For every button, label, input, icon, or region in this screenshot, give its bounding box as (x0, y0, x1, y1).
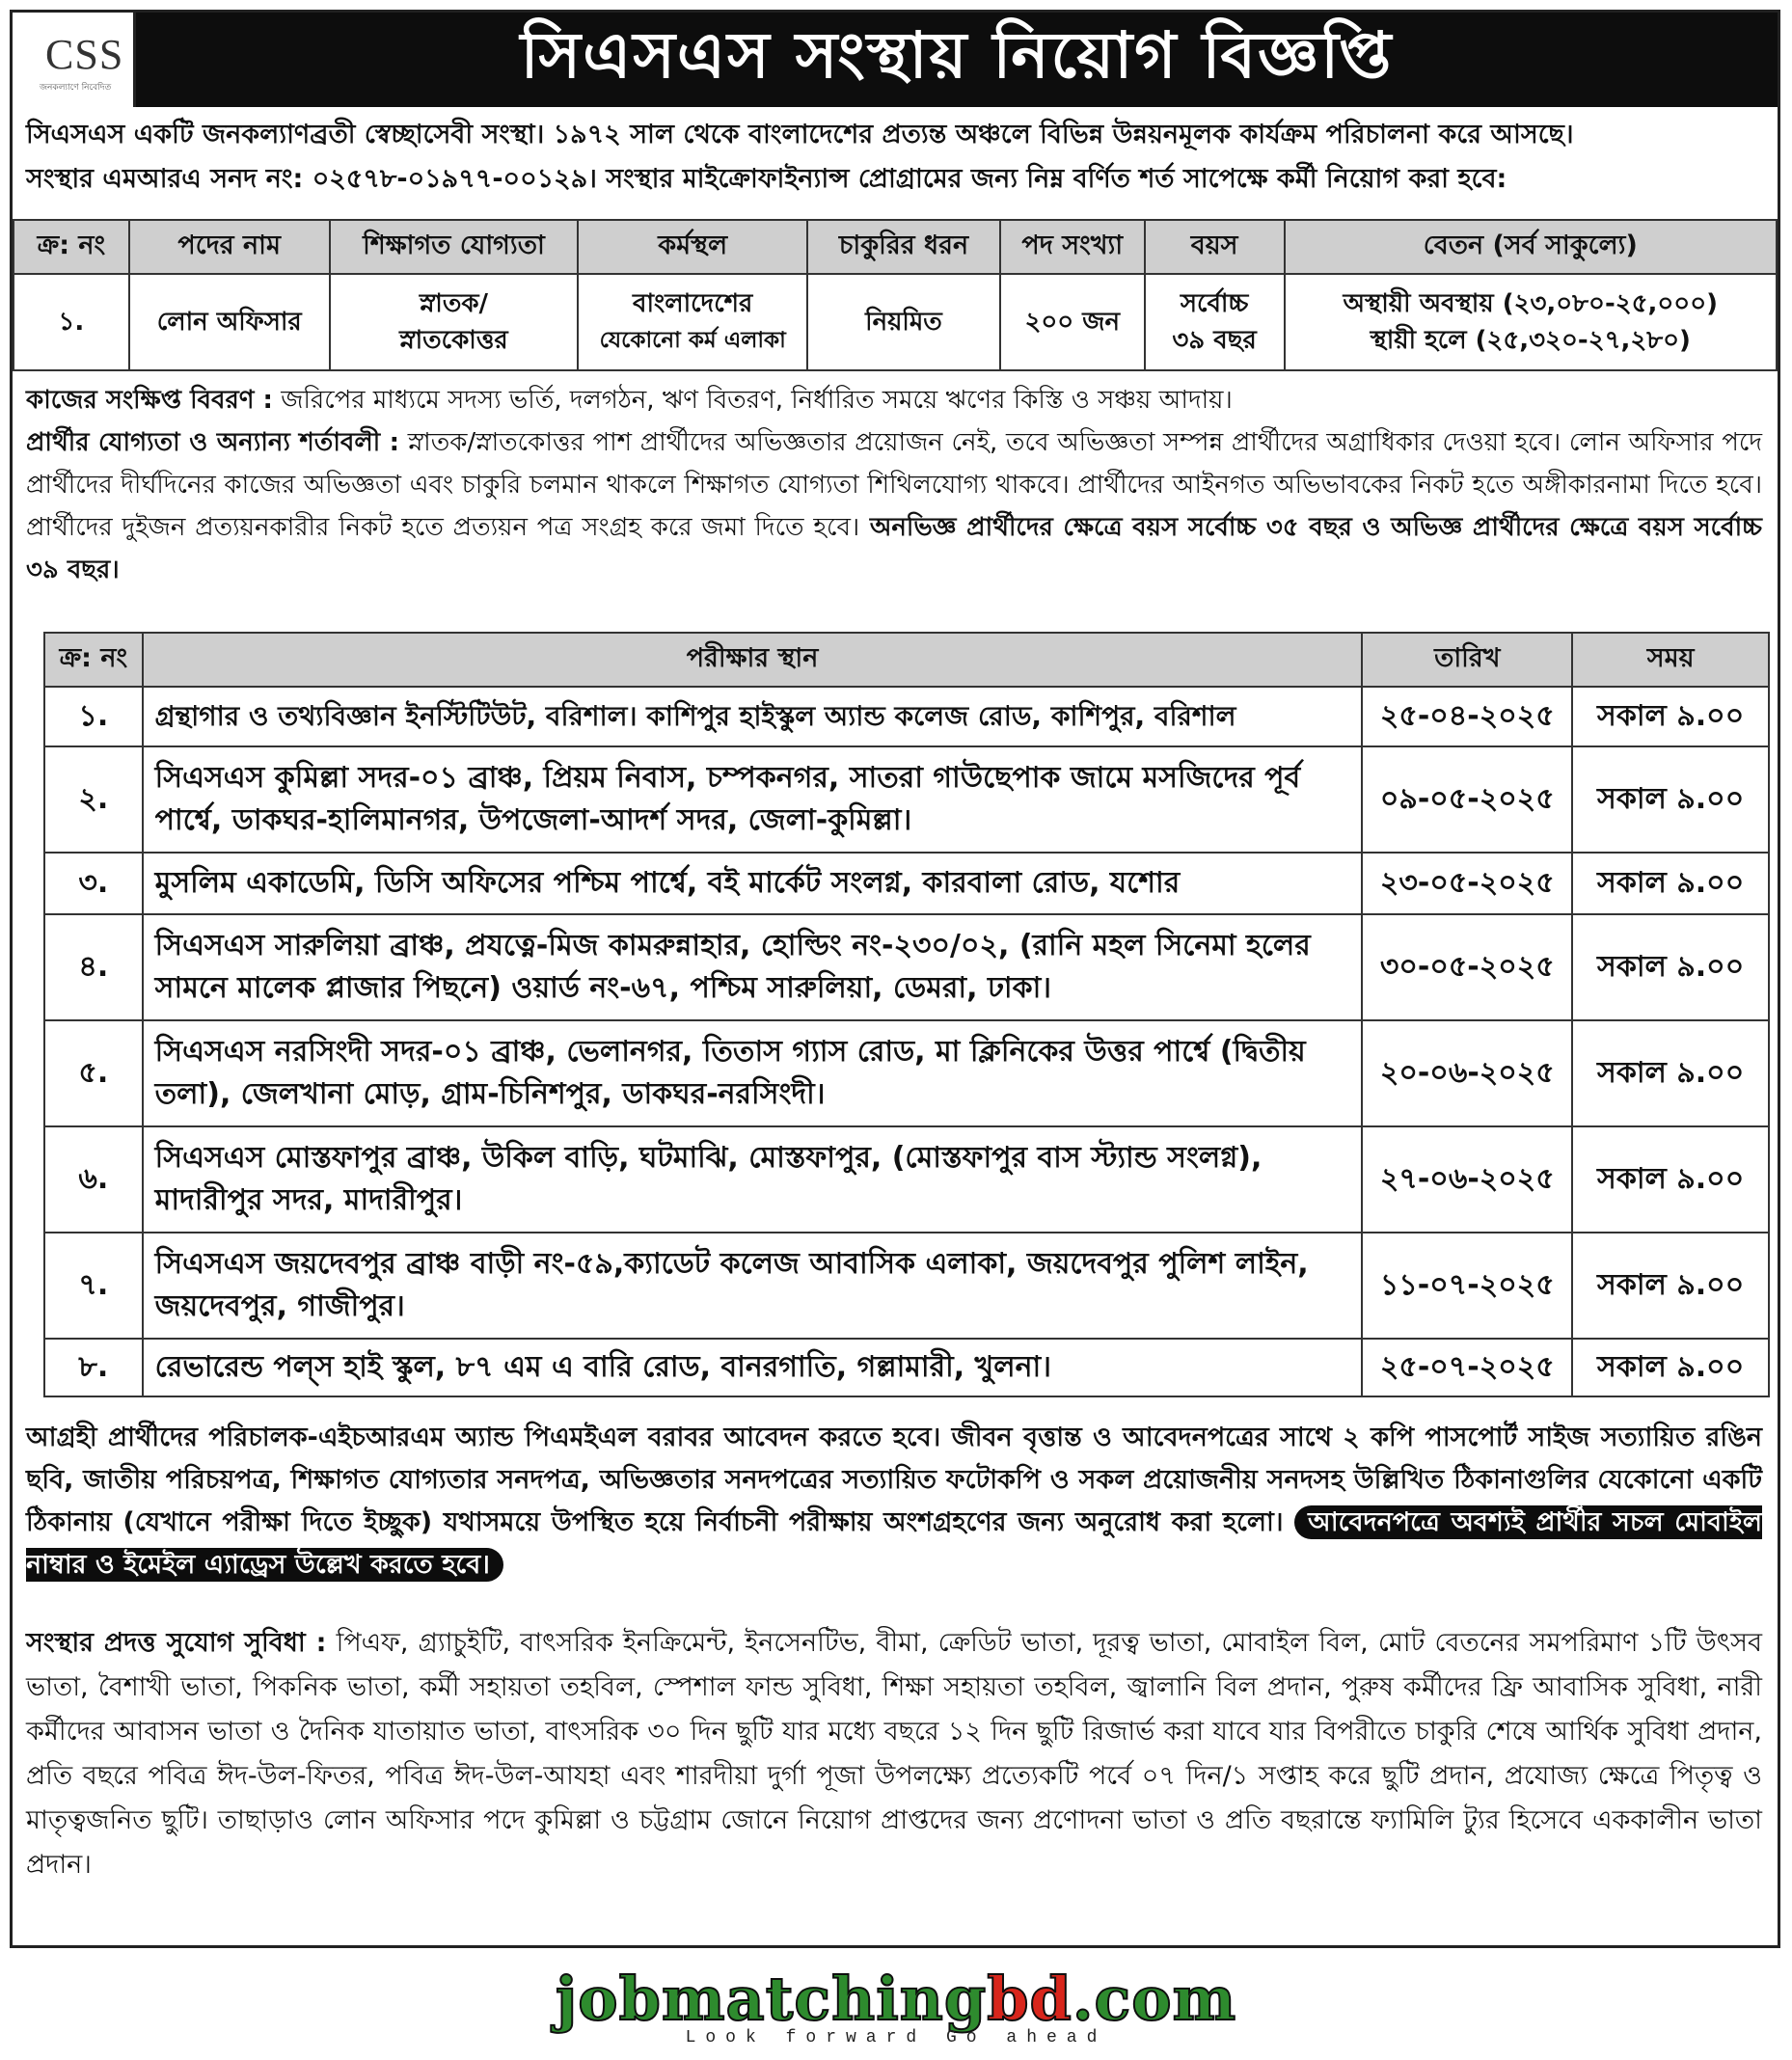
exam-sl: ৭. (44, 1233, 143, 1339)
exam-sl: ১. (44, 687, 143, 746)
exam-date: ০৯-০৫-২০২৫ (1362, 746, 1572, 853)
exam-date: ২০-০৬-২০২৫ (1362, 1020, 1572, 1126)
table-row (44, 853, 1769, 914)
job-circular (10, 10, 1780, 1948)
exam-table (43, 632, 1770, 1397)
exam-sl: ৮. (44, 1339, 143, 1396)
edu-line-2: স্নাতকোত্তর (399, 326, 508, 355)
logo-text: CSS (45, 31, 124, 78)
col-salary: বেতন (সর্ব সাকুল্যে) (1285, 220, 1777, 274)
application-instructions (26, 1417, 1762, 1586)
cell-location (578, 274, 807, 370)
table-row (44, 1126, 1769, 1233)
exam-place: মুসলিম একাডেমি, ডিসি অফিসের পশ্চিম পার্শ্বে, বই মার্কেট সংলগ্ন, কারবালা রোড, যশোর (143, 853, 1363, 914)
salary-line-1: অস্থায়ী অবস্থায় (২৩,০৮০-২৫,০০০) (1343, 289, 1718, 318)
table-row (44, 1020, 1769, 1126)
header (13, 13, 1778, 107)
col-job-type: চাকুরির ধরন (807, 220, 1000, 274)
cell-count: ২০০ জন (1000, 274, 1145, 370)
table-row (44, 1233, 1769, 1339)
work-summary-label: কাজের সংক্ষিপ্ত বিবরণ : (26, 386, 273, 415)
table-row (44, 1339, 1769, 1396)
watermark-part-3: .com (1072, 1964, 1237, 2034)
table-row (14, 274, 1777, 370)
exam-place: গ্রন্থাগার ও তথ্যবিজ্ঞান ইনস্টিটিউট, বরিশাল। কাশিপুর হাইস্কুল অ্যান্ড কলেজ রোড, কাশিপুর, বরিশাল (143, 687, 1363, 746)
exam-place: সিএসএস সারুলিয়া ব্রাঞ্চ, প্রযত্নে-মিজ কামরুন্নাহার, হোল্ডিং নং-২৩০/০২, (রানি মহল সিনেমা হলের সামনে মালেক প্লাজার পিছনে) ওয়ার্ড নং-৬৭, পশ্চিম সারুলিয়া, ডেমরা, ঢাকা। (143, 914, 1363, 1020)
exam-place: সিএসএস কুমিল্লা সদর-০১ ব্রাঞ্চ, প্রিয়ম নিবাস, চম্পকনগর, সাতরা গাউছেপাক জামে মসজিদের পূর্ব পার্শ্বে, ডাকঘর-হালিমানগর, উপজেলা-আদর্শ সদর, জেলা-কুমিল্লা। (143, 746, 1363, 853)
benefits-text: পিএফ, গ্র্যাচুইটি, বাৎসরিক ইনক্রিমেন্ট, ইনসেনটিভ, বীমা, ক্রেডিট ভাতা, দূরত্ব ভাতা, মোবাইল বিল, মোট বেতনের সমপরিমাণ ১টি উৎসব ভাতা, বৈশাখী ভাতা, পিকনিক ভাতা, কর্মী সহায়তা তহবিল, স্পেশাল ফান্ড সুবিধা, শিক্ষা সহায়তা তহবিল, জ্বালানি বিল প্রদান, পুরুষ কর্মীদের ফ্রি আবাসিক সুবিধা, নারী কর্মীদের আবাসন ভাতা ও দৈনিক যাতায়াত ভাতা, বাৎসরিক ৩০ দিন ছুটি যার মধ্যে বছরে ১২ দিন ছুটি রিজার্ভ করা যাবে যার বিপরীতে চাকুরি শেষে আর্থিক সুবিধা প্রদান, প্রতি বছরে পবিত্র ঈদ-উল-ফিতর, পবিত্র ঈদ-উল-আযহা এবং শারদীয়া দুর্গা পূজা উপলক্ষ্যে প্রত্যেকটি পর্বে ০৭ দিন/১ সপ্তাহ করে ছুটি প্রদান, প্রযোজ্য ক্ষেত্রে পিতৃত্ব ও মাতৃত্বজনিত ছুটি। তাছাড়াও লোন অফিসার পদে কুমিল্লা ও চট্টগ্রাম জোনে নিয়োগ প্রাপ্তদের জন্য প্রণোদনা ভাতা ও প্রতি বছরান্তে ফ্যামিলি ট্যুর হিসেবে এককালীন ভাতা প্রদান। (26, 1628, 1762, 1880)
age-line-2: ৩৯ বছর (1172, 326, 1257, 355)
exam-date: ২৫-০৭-২০২৫ (1362, 1339, 1572, 1396)
exam-time: সকাল ৯.০০ (1572, 687, 1769, 746)
exam-date: ১১-০৭-২০২৫ (1362, 1233, 1572, 1339)
intro-text (26, 113, 1762, 202)
exam-col-time: সময় (1572, 633, 1769, 687)
exam-place: রেভারেন্ড পল্স হাই স্কুল, ৮৭ এম এ বারি রোড, বানরগাতি, গল্লামারী, খুলনা। (143, 1339, 1363, 1396)
table-row (44, 746, 1769, 853)
cell-sl: ১. (14, 274, 129, 370)
col-age: বয়স (1145, 220, 1285, 274)
exam-sl: ৫. (44, 1020, 143, 1126)
exam-place: সিএসএস মোস্তফাপুর ব্রাঞ্চ, উকিল বাড়ি, ঘটমাঝি, মোস্তফাপুর, (মোস্তফাপুর বাস স্ট্যান্ড সংলগ্ন), মাদারীপুর সদর, মাদারীপুর। (143, 1126, 1363, 1233)
exam-col-place: পরীক্ষার স্থান (143, 633, 1363, 687)
loc-line-1: বাংলাদেশের (633, 289, 753, 318)
cell-age (1145, 274, 1285, 370)
watermark-part-2: bd (987, 1964, 1072, 2034)
col-education: শিক্ষাগত যোগ্যতা (330, 220, 579, 274)
cell-post: লোন অফিসার (129, 274, 330, 370)
requirements-label: প্রার্থীর যোগ্যতা ও অন্যান্য শর্তাবলী : (26, 428, 400, 457)
watermark-tagline: Look forward Go ahead (685, 2028, 1107, 2047)
col-count: পদ সংখ্যা (1000, 220, 1145, 274)
table-row (44, 687, 1769, 746)
exam-date: ২৩-০৫-২০২৫ (1362, 853, 1572, 914)
col-location: কর্মস্থল (578, 220, 807, 274)
exam-place: সিএসএস জয়দেবপুর ব্রাঞ্চ বাড়ী নং-৫৯,ক্যাডেট কলেজ আবাসিক এলাকা, জয়দেবপুর পুলিশ লাইন, জয়দেবপুর, গাজীপুর। (143, 1233, 1363, 1339)
watermark (0, 1964, 1792, 2047)
exam-sl: ৪. (44, 914, 143, 1020)
page-title: সিএসএস সংস্থায় নিয়োগ বিজ্ঞপ্তি (136, 13, 1778, 107)
requirements-text: স্নাতক/স্নাতকোত্তর পাশ প্রার্থীদের অভিজ্ঞতার প্রয়োজন নেই, তবে অভিজ্ঞতা সম্পন্ন প্রার্থীদের অগ্রাধিকার দেওয়া হবে। লোন অফিসার পদে প্রার্থীদের দীর্ঘদিনের কাজের অভিজ্ঞতা এবং চাকুরি চলমান থাকলে শিক্ষাগত যোগ্যতা শিথিলযোগ্য থাকবে। প্রার্থীদের আইনগত অভিভাবকের নিকট হতে অঙ্গীকারনামা দিতে হবে। প্রার্থীদের দুইজন প্রত্যয়নকারীর নিকট হতে প্রত্যয়ন পত্র সংগ্রহ করে জমা দিতে হবে। (26, 428, 1762, 542)
loc-line-2: যেকোনো কর্ম এলাকা (599, 328, 786, 353)
logo (13, 13, 136, 107)
exam-time: সকাল ৯.০০ (1572, 1126, 1769, 1233)
watermark-logo (0, 1964, 1792, 2034)
intro-line-1: সিএসএস একটি জনকল্যাণব্রতী স্বেচ্ছাসেবী সংস্থা। ১৯৭২ সাল থেকে বাংলাদেশের প্রত্যন্ত অঞ্চলে বিভিন্ন উন্নয়নমূলক কার্যক্রম পরিচালনা করে আসছে। (26, 120, 1574, 149)
col-post: পদের নাম (129, 220, 330, 274)
application-text: আগ্রহী প্রার্থীদের পরিচালক-এইচআরএম অ্যান্ড পিএমইএল বরাবর আবেদন করতে হবে। জীবন বৃত্তান্ত ও আবেদনপত্রের সাথে ২ কপি পাসপোর্ট সাইজ সত্যায়িত রঙিন ছবি, জাতীয় পরিচয়পত্র, শিক্ষাগত যোগ্যতার সনদপত্র, অভিজ্ঞতার সনদপত্রের সত্যায়িত ফটোকপি ও সকল প্রয়োজনীয় সনদসহ উল্লিখিত ঠিকানাগুলির যেকোনো একটি ঠিকানায় (যেখানে পরীক্ষা দিতে ইচ্ছুক) যথাসময়ে উপস্থিত হয়ে নির্বাচনী পরীক্ষায় অংশগ্রহণের জন্য অনুরোধ করা হলো। (26, 1423, 1762, 1537)
exam-time: সকাল ৯.০০ (1572, 853, 1769, 914)
exam-col-sl: ক্র: নং (44, 633, 143, 687)
exam-time: সকাল ৯.০০ (1572, 1339, 1769, 1396)
logo-subtitle: জনকল্যাণে নিবেদিত (40, 83, 112, 93)
exam-time: সকাল ৯.০০ (1572, 1020, 1769, 1126)
exam-time: সকাল ৯.০০ (1572, 1233, 1769, 1339)
exam-date: ২৭-০৬-২০২৫ (1362, 1126, 1572, 1233)
work-summary (26, 379, 1762, 421)
exam-time: সকাল ৯.০০ (1572, 914, 1769, 1020)
exam-date: ৩০-০৫-২০২৫ (1362, 914, 1572, 1020)
cell-job-type: নিয়মিত (807, 274, 1000, 370)
age-limit-text: অনভিজ্ঞ প্রার্থীদের ক্ষেত্রে বয়স সর্বোচ্চ ৩৫ বছর ও অভিজ্ঞ প্রার্থীদের ক্ষেত্রে বয়স সর্বোচ্চ ৩৯ বছর। (26, 513, 1762, 584)
benefits-label: সংস্থার প্রদত্ত সুযোগ সুবিধা : (26, 1628, 327, 1658)
exam-sl: ২. (44, 746, 143, 853)
age-line-1: সর্বোচ্চ (1180, 289, 1249, 318)
job-table (13, 219, 1778, 371)
work-summary-text: জরিপের মাধ্যমে সদস্য ভর্তি, দলগঠন, ঋণ বিতরণ, নির্ধারিত সময়ে ঋণের কিস্তি ও সঞ্চয় আদায়। (272, 386, 1233, 415)
edu-line-1: স্নাতক/ (419, 289, 489, 318)
exam-place: সিএসএস নরসিংদী সদর-০১ ব্রাঞ্চ, ভেলানগর, তিতাস গ্যাস রোড, মা ক্লিনিকের উত্তর পার্শ্বে (দ্বিতীয় তলা), জেলখানা মোড়, গ্রাম-চিনিশপুর, ডাকঘর-নরসিংদী। (143, 1020, 1363, 1126)
exam-sl: ৬. (44, 1126, 143, 1233)
cell-salary (1285, 274, 1777, 370)
benefits (26, 1621, 1762, 1887)
mobile-email-notice: আবেদনপত্রে অবশ্যই প্রার্থীর সচল মোবাইল নাম্বার ও ইমেইল এ্যাড্রেস উল্লেখ করতে হবে। (26, 1507, 1762, 1580)
exam-date: ২৫-০৪-২০২৫ (1362, 687, 1572, 746)
table-row (44, 914, 1769, 1020)
requirements (26, 421, 1762, 591)
job-table-header (14, 220, 1777, 274)
intro-line-2: সংস্থার এমআরএ সনদ নং: ০২৫৭৮-০১৯৭৭-০০১২৯। সংস্থার মাইক্রোফাইন্যান্স প্রোগ্রামের জন্য নিম্ন বর্ণিত শর্ত সাপেক্ষে কর্মী নিয়োগ করা হবে: (26, 164, 1507, 194)
exam-time: সকাল ৯.০০ (1572, 746, 1769, 853)
cell-education (330, 274, 579, 370)
exam-sl: ৩. (44, 853, 143, 914)
job-description (26, 379, 1762, 591)
col-sl: ক্র: নং (14, 220, 129, 274)
exam-table-header (44, 633, 1769, 687)
exam-col-date: তারিখ (1362, 633, 1572, 687)
watermark-part-1: jobmatching (555, 1964, 988, 2034)
salary-line-2: স্থায়ী হলে (২৫,৩২০-২৭,২৮০) (1370, 326, 1691, 355)
